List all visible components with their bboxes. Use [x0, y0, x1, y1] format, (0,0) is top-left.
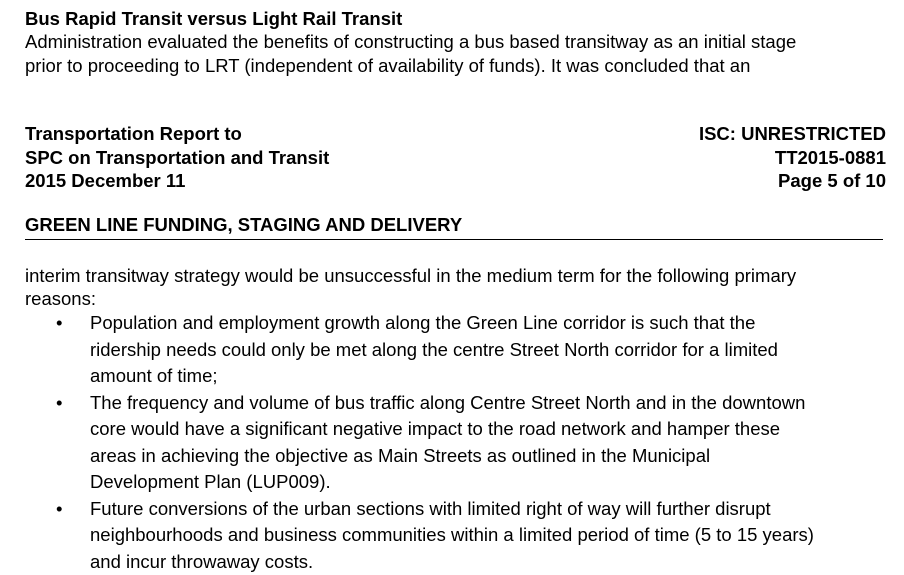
bullet-line: Development Plan (LUP009). — [90, 471, 331, 492]
bullet-line: and incur throwaway costs. — [90, 551, 313, 572]
list-item — [25, 390, 885, 496]
bullet-line: The frequency and volume of bus traffic along Centre Street North and in the downtown — [90, 392, 805, 413]
continuation-line: reasons: — [25, 288, 96, 309]
report-date: 2015 December 11 — [25, 169, 329, 193]
section-block — [25, 8, 885, 78]
page-number: Page 5 of 10 — [699, 169, 886, 193]
continuation-line: interim transitway strategy would be unsuccessful in the medium term for the following primary — [25, 265, 796, 286]
intro-line: prior to proceeding to LRT (independent of availability of funds). It was concluded that an — [25, 54, 885, 78]
bullet-icon: • — [56, 390, 62, 417]
bullet-line: ridership needs could only be met along the centre Street North corridor for a limited — [90, 339, 778, 360]
bullet-icon: • — [56, 310, 62, 337]
main-content — [25, 264, 885, 575]
bullet-icon: • — [56, 496, 62, 523]
title-divider — [25, 239, 883, 240]
continuation-paragraph — [25, 264, 885, 310]
bullet-line: Population and employment growth along the Green Line corridor is such that the — [90, 312, 755, 333]
report-committee: SPC on Transportation and Transit — [25, 146, 329, 170]
bullet-line: core would have a significant negative impact to the road network and hamper these — [90, 418, 780, 439]
intro-line: Administration evaluated the benefits of constructing a bus based transitway as an initial stage — [25, 30, 885, 54]
report-number: TT2015-0881 — [699, 146, 886, 170]
document-title: GREEN LINE FUNDING, STAGING AND DELIVERY — [25, 213, 462, 237]
report-meta — [699, 122, 886, 193]
list-item — [25, 496, 885, 575]
reasons-list — [25, 310, 885, 575]
bullet-line: areas in achieving the objective as Main Streets as outlined in the Municipal — [90, 445, 710, 466]
classification-label: ISC: UNRESTRICTED — [699, 122, 886, 146]
section-heading: Bus Rapid Transit versus Light Rail Transit — [25, 8, 885, 30]
report-info — [25, 122, 329, 193]
bullet-line: neighbourhoods and business communities within a limited period of time (5 to 15 years) — [90, 524, 814, 545]
bullet-line: amount of time; — [90, 365, 218, 386]
intro-paragraph — [25, 30, 885, 78]
list-item — [25, 310, 885, 390]
page-header — [25, 122, 886, 194]
bullet-line: Future conversions of the urban sections with limited right of way will further disrupt — [90, 498, 771, 519]
report-type: Transportation Report to — [25, 122, 329, 146]
